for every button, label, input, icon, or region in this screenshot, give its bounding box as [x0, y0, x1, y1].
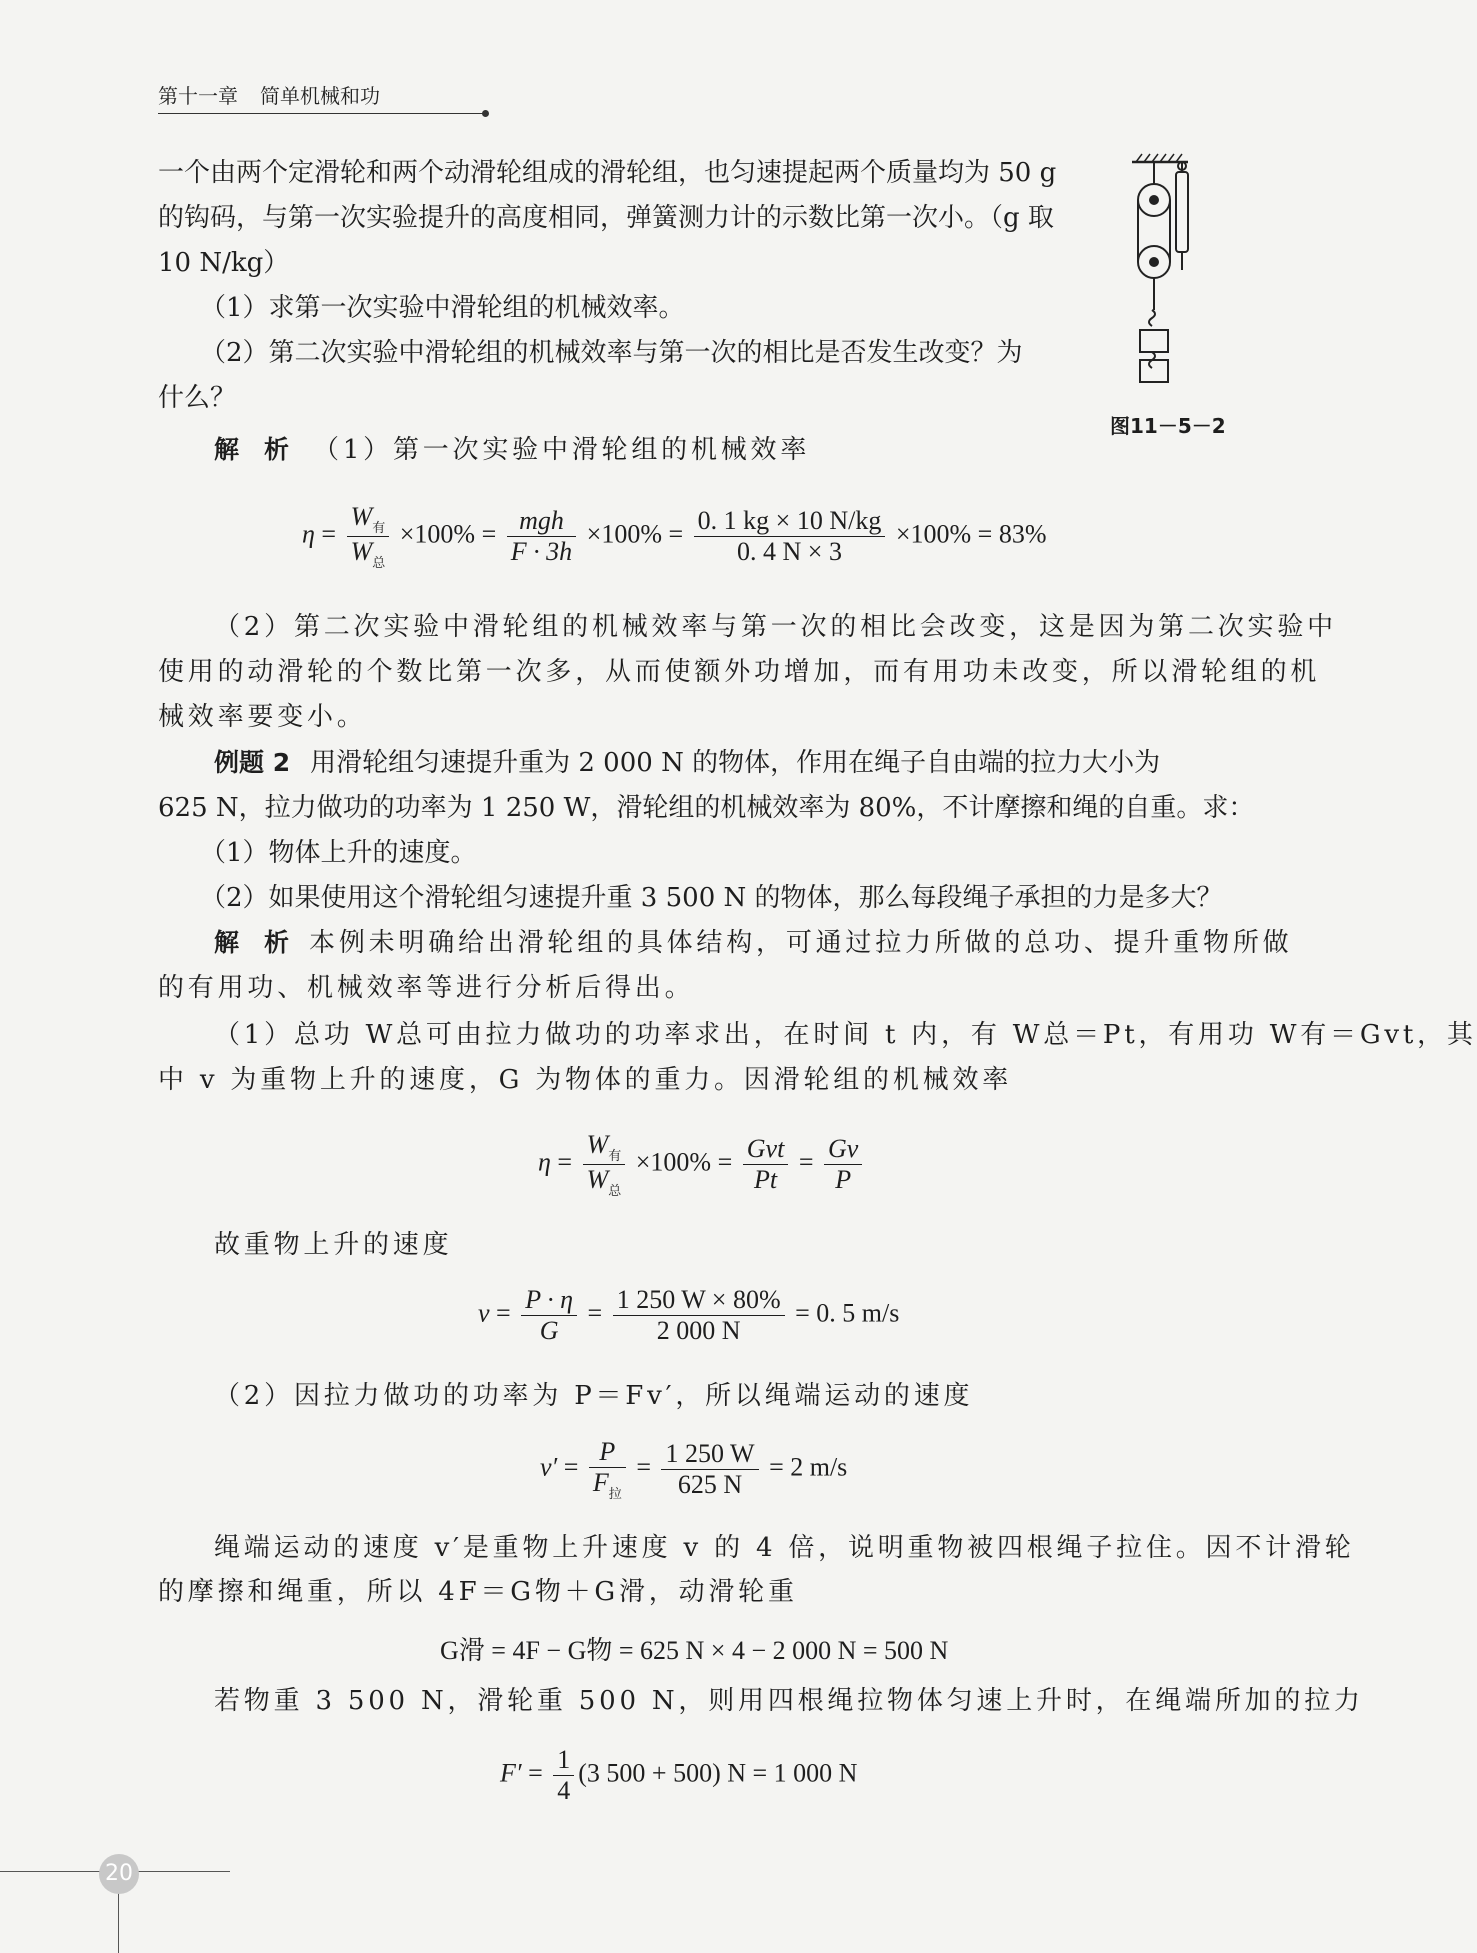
paragraph-line: （1）总功 W总可由拉力做功的功率求出，在时间 t 内，有 W总＝Pt，有用功 W有＝Gvt，其	[214, 1020, 1477, 1050]
page-number: 20	[99, 1854, 139, 1894]
paragraph-line: 一个由两个定滑轮和两个动滑轮组成的滑轮组，也匀速提起两个质量均为 50 g	[158, 158, 1057, 188]
paragraph-line: 中 v 为重物上升的速度，G 为物体的重力。因滑轮组的机械效率	[158, 1065, 1013, 1095]
header-rule	[158, 113, 485, 114]
chapter-title: 简单机械和功	[260, 84, 380, 108]
analysis-label: 解 析	[214, 928, 290, 957]
pull-force-equation: F′ = $\frac{1}{4}$ (3 500 + 500) N = 1 000 N	[500, 1745, 858, 1805]
paragraph-line: 10 N/kg）	[158, 248, 290, 278]
paragraph-line: 的有用功、机械效率等进行分析后得出。	[158, 973, 695, 1003]
paragraph-line: 的钩码，与第一次实验提升的高度相同，弹簧测力计的示数比第一次小。（g 取	[158, 203, 1054, 233]
pulley-weight-equation: G滑 = 4F − G物 = 625 N × 4 − 2 000 N = 500 N	[440, 1636, 949, 1665]
question-2: （2）第二次实验中滑轮组的机械效率与第一次的相比是否发生改变？为	[200, 338, 1023, 368]
question-2: （2）如果使用这个滑轮组匀速提升重 3 500 N 的物体，那么每段绳子承担的力是多大？	[200, 883, 1223, 913]
paragraph-line: （2）因拉力做功的功率为 P＝Fv′，所以绳端运动的速度	[214, 1381, 974, 1411]
analysis-text: 本例未明确给出滑轮组的具体结构，可通过拉力所做的总功、提升重物所做	[309, 928, 1293, 958]
paragraph-line: 的摩擦和绳重，所以 4F＝G物＋G滑，动滑轮重	[158, 1577, 798, 1607]
example-label: 例题 2	[214, 748, 291, 777]
example-text: 用滑轮组匀速提升重为 2 000 N 的物体，作用在绳子自由端的拉力大小为	[310, 748, 1161, 778]
analysis-2	[214, 926, 1292, 960]
header-rule-dot	[482, 110, 489, 117]
paragraph-line: 械效率要变小。	[158, 702, 367, 732]
example-2	[214, 746, 1160, 780]
efficiency-equation-1: η = $\frac{W_有}{W_总}$ ×100% = $\frac{\text{mgh}}{F \cdot 3h}$ ×100% = $\frac{0. 1 kg \times 10 N/kg}{0. 4 N \times 3}$ ×100% = 83%	[302, 502, 1047, 570]
analysis-label: 解 析	[214, 435, 290, 464]
analysis-1	[214, 433, 810, 467]
paragraph-line: 使用的动滑轮的个数比第一次多，从而使额外功增加，而有用功未改变，所以滑轮组的机	[158, 657, 1321, 687]
velocity-equation: v = $\frac{P \cdot \eta}{G}$ = $\frac{1 250 W \times 80\%}{2 000 N}$ = 0. 5 m/s	[478, 1285, 900, 1345]
paragraph-line: 625 N，拉力做功的功率为 1 250 W，滑轮组的机械效率为 80%，不计摩擦和绳的自重。求：	[158, 793, 1255, 823]
pulley-diagram	[1130, 150, 1210, 390]
chapter-number: 第十一章	[158, 84, 238, 108]
efficiency-equation-2: η = $\frac{W_有}{W_总}$ ×100% = $\frac{\text{Gvt}}{Pt}$ = $\frac{Gv}{P}$	[538, 1130, 866, 1199]
paragraph-line: 若物重 3 500 N，滑轮重 500 N，则用四根绳拉物体匀速上升时，在绳端所加的拉力	[214, 1686, 1364, 1716]
paragraph-line: 什么？	[158, 383, 237, 413]
paragraph-line: 绳端运动的速度 v′是重物上升速度 v 的 4 倍，说明重物被四根绳子拉住。因不计滑轮	[214, 1533, 1355, 1563]
question-1: （1）物体上升的速度。	[200, 838, 477, 868]
question-1: （1）求第一次实验中滑轮组的机械效率。	[200, 293, 685, 323]
analysis-text: （1）第一次实验中滑轮组的机械效率	[313, 435, 811, 465]
paragraph-line: 故重物上升的速度	[214, 1230, 453, 1260]
figure-caption: 图11－5－2	[1110, 414, 1226, 438]
running-header	[158, 80, 380, 109]
paragraph-line: （2）第二次实验中滑轮组的机械效率与第一次的相比会改变，这是因为第二次实验中	[214, 612, 1337, 642]
rope-velocity-equation: v′ = $\frac{P}{F_拉}$ = $\frac{1 250 W}{625 N}$ = 2 m/s	[540, 1437, 848, 1501]
